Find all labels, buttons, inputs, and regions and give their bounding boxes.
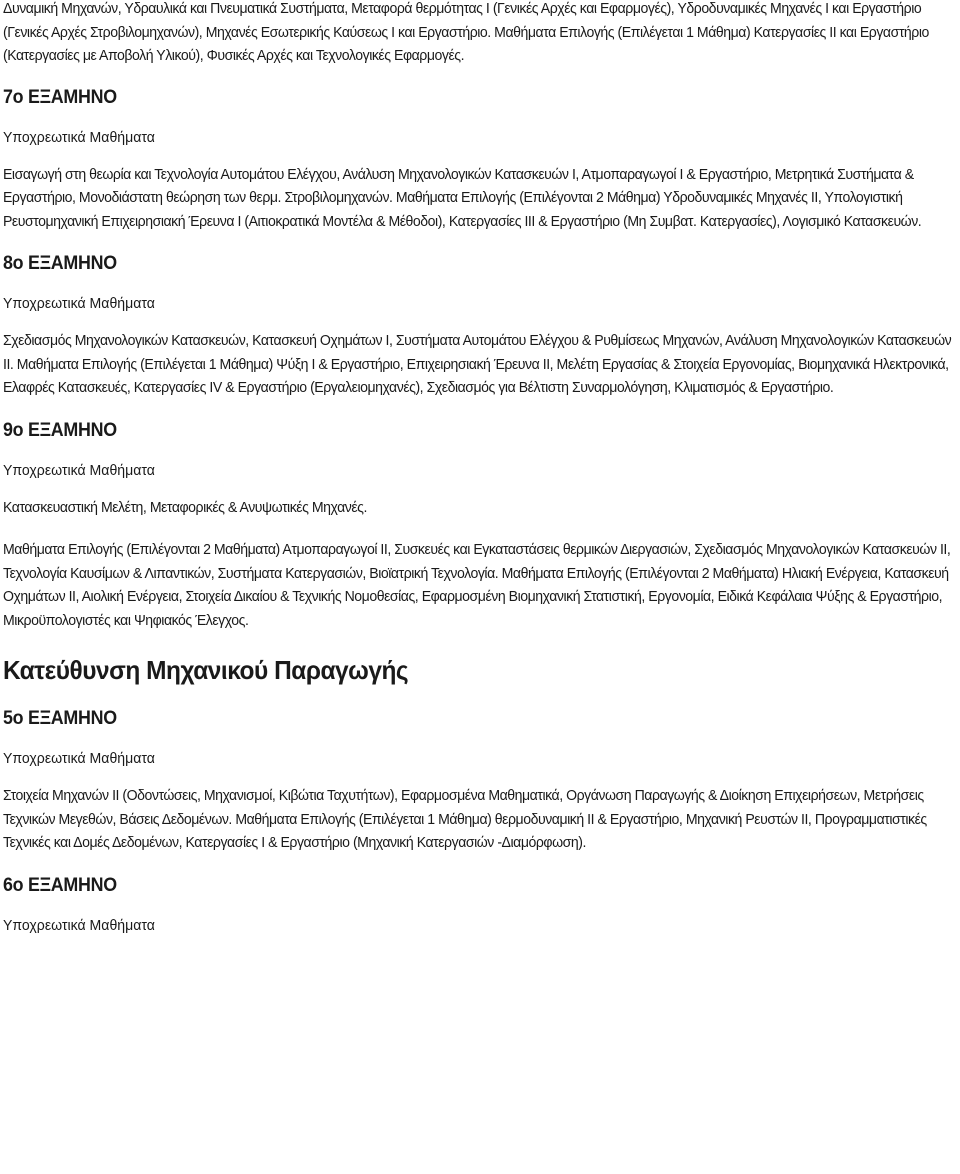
semester-9-elective-courses: Μαθήματα Επιλογής (Επιλέγονται 2 Μαθήματα) Ατμοπαραγωγοί ΙΙ, Συσκευές και Εγκαταστάσεις θερμικών Διεργασιών, Σχεδιασμός Μηχανολογικών Κατασκευών ΙΙ, Τεχνολογία Καυσίμων & Λιπαντικών, Συστήματα Κατεργασιών, Βιοϊατρική Τεχνολογία. Μαθήματα Επιλογής (Επιλέγονται 2 Μαθήματα) Ηλιακή Ενέργεια, Κατασκευή Οχημάτων ΙΙ, Αιολική Ενέργεια, Στοιχεία Δικαίου & Τεχνικής Νομοθεσίας, Εφαρμοσμένη Βιομηχανική Στατιστική, Εργονομία, Ειδικά Κεφάλαια Ψύξης & Εργαστήριο, Μικροϋπολογιστές και Ψηφιακός Έλεγχος. bbox=[3, 541, 951, 629]
semester-7-required-label: Υποχρεωτικά Μαθήματα bbox=[3, 128, 155, 146]
semester-8-title: 8ο ΕΞΑΜΗΝΟ bbox=[3, 253, 117, 274]
semester-9-title: 9ο ΕΞΑΜΗΝΟ bbox=[3, 419, 117, 441]
semester-8-required-label: Υποχρεωτικά Μαθήματα bbox=[3, 295, 155, 312]
semester-6-title: 6ο ΕΞΑΜΗΝΟ bbox=[3, 874, 117, 896]
semester-5-courses: Στοιχεία Μηχανών ΙΙ (Οδοντώσεις, Μηχανισμοί, Κιβώτια Ταχυτήτων), Εφαρμοσμένα Μαθηματικά, Οργάνωση Παραγωγής & Διοίκηση Επιχειρήσεων, Μετρήσεις Τεχνικών Μεγεθών, Βάσεις Δεδομένων. Μαθήματα Επιλογής (Επιλέγεται 1 Μάθημα) θερμοδυναμική ΙΙ & Εργαστήριο, Μηχανική Ρευστών ΙΙ, Προγραμματιστικές Τεχνικές και Δομές Δεδομένων, Κατεργασίες Ι & Εργαστήριο (Μηχανική Κατεργασιών -Διαμόρφωση). bbox=[3, 787, 927, 851]
semester-6-required-label: Υποχρεωτικά Μαθήματα bbox=[3, 916, 155, 934]
direction-title: Κατεύθυνση Μηχανικού Παραγωγής bbox=[3, 655, 409, 685]
semester-5-required-label: Υποχρεωτικά Μαθήματα bbox=[3, 750, 155, 767]
semester-7-title: 7ο ΕΞΑΜΗΝΟ bbox=[3, 86, 117, 108]
semester-9-required-courses: Κατασκευαστική Μελέτη, Μεταφορικές & Ανυψωτικές Μηχανές. bbox=[3, 498, 367, 516]
intro-paragraph: Δυναμική Μηχανών, Υδραυλικά και Πνευματικά Συστήματα, Μεταφορά θερμότητας Ι (Γενικές Αρχές και Εφαρμογές), Υδροδυναμικές Μηχανές Ι και Εργαστήριο (Γενικές Αρχές Στροβιλομηχανών), Μηχανές Εσωτερικής Καύσεως Ι και Εργαστήριο. Μαθήματα Επιλογής (Επιλέγεται 1 Μάθημα) Κατεργασίες ΙΙ και Εργαστήριο (Κατεργασίες με Αποβολή Υλικού), Φυσικές Αρχές και Τεχνολογικές Εφαρμογές. bbox=[3, 0, 929, 64]
semester-5-title: 5ο ΕΞΑΜΗΝΟ bbox=[3, 708, 117, 729]
semester-8-courses: Σχεδιασμός Μηχανολογικών Κατασκευών, Κατασκευή Οχημάτων Ι, Συστήματα Αυτομάτου Ελέγχου & Ρυθμίσεως Μηχανών, Ανάλυση Μηχανολογικών Κατασκευών ΙΙ. Μαθήματα Επιλογής (Επιλέγεται 1 Μάθημα) Ψύξη Ι & Εργαστήριο, Επιχειρησιακή Έρευνα ΙΙ, Μελέτη Εργασίας & Στοιχεία Εργονομίας, Βιομηχανικά Ηλεκτρονικά, Ελαφρές Κατασκευές, Κατεργασίες IV & Εργαστήριο (Εργαλειομηχανές), Σχεδιασμός για Βέλτιστη Συναρμολόγηση, Κλιματισμός & Εργαστήριο. bbox=[3, 332, 952, 396]
semester-9-required-label: Υποχρεωτικά Μαθήματα bbox=[3, 461, 155, 479]
semester-7-courses: Εισαγωγή στη θεωρία και Τεχνολογία Αυτομάτου Ελέγχου, Ανάλυση Μηχανολογικών Κατασκευών Ι, Ατμοπαραγωγοί Ι & Εργαστήριο, Μετρητικά Συστήματα & Εργαστήριο, Μονοδιάστατη θεώρηση των θερμ. Στροβιλομηχανών. Μαθήματα Επιλογής (Επιλέγονται 2 Μάθημα) Υδροδυναμικές Μηχανές ΙΙ, Υπολογιστική Ρευστομηχανική Επιχειρησιακή Έρευνα Ι (Αιτιοκρατικά Μοντέλα & Μέθοδοι), Κατεργασίες ΙΙΙ & Εργαστήριο (Μη Συμβατ. Κατεργασίες), Λογισμικό Κατασκευών. bbox=[3, 165, 922, 230]
